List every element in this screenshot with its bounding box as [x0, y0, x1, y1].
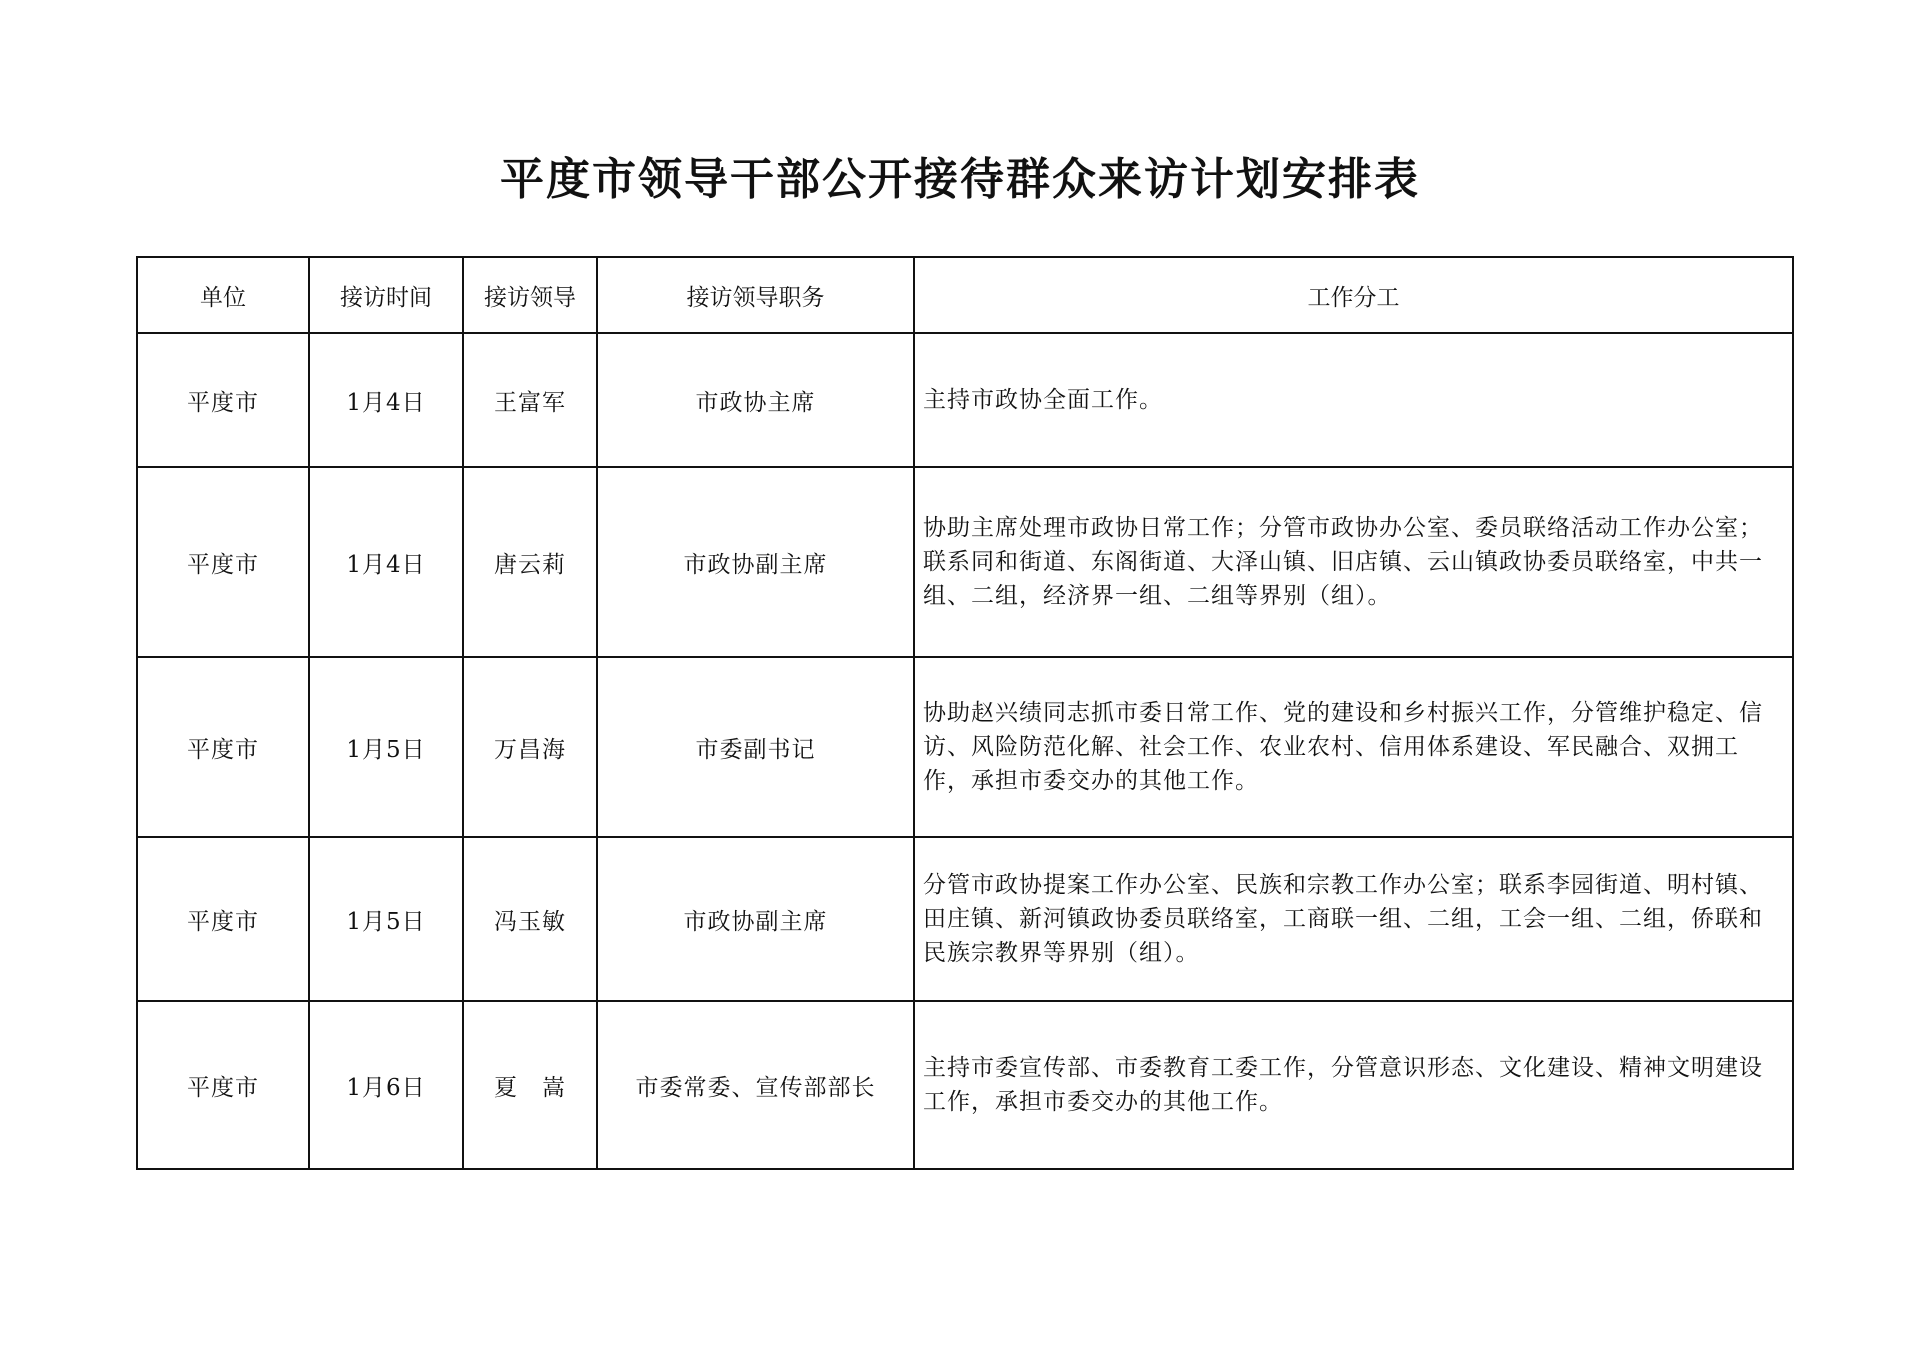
table-row [137, 837, 1793, 1001]
table-header-row [137, 257, 1793, 333]
table-row [137, 333, 1793, 467]
cell-position: 市委常委、宣传部部长 [597, 1001, 914, 1169]
cell-date: 1月5日 [309, 837, 463, 1001]
schedule-table [136, 256, 1794, 1170]
cell-leader: 唐云莉 [463, 467, 597, 657]
cell-date: 1月5日 [309, 657, 463, 837]
cell-duty: 协助赵兴绩同志抓市委日常工作、党的建设和乡村振兴工作，分管维护稳定、信访、风险防范化解、社会工作、农业农村、信用体系建设、军民融合、双拥工作，承担市委交办的其他工作。 [914, 657, 1793, 837]
cell-unit: 平度市 [137, 837, 309, 1001]
table-row [137, 657, 1793, 837]
cell-duty: 主持市委宣传部、市委教育工委工作，分管意识形态、文化建设、精神文明建设工作，承担市委交办的其他工作。 [914, 1001, 1793, 1169]
header-unit: 单位 [137, 257, 309, 333]
cell-duty: 主持市政协全面工作。 [914, 333, 1793, 467]
table-row [137, 1001, 1793, 1169]
cell-duty: 协助主席处理市政协日常工作；分管市政协办公室、委员联络活动工作办公室；联系同和街道、东阁街道、大泽山镇、旧店镇、云山镇政协委员联络室，中共一组、二组，经济界一组、二组等界别（组）。 [914, 467, 1793, 657]
cell-leader: 王富军 [463, 333, 597, 467]
header-date: 接访时间 [309, 257, 463, 333]
table-row [137, 467, 1793, 657]
cell-leader: 万昌海 [463, 657, 597, 837]
cell-unit: 平度市 [137, 1001, 309, 1169]
cell-date: 1月4日 [309, 467, 463, 657]
cell-position: 市委副书记 [597, 657, 914, 837]
cell-duty: 分管市政协提案工作办公室、民族和宗教工作办公室；联系李园街道、明村镇、田庄镇、新河镇政协委员联络室，工商联一组、二组，工会一组、二组，侨联和民族宗教界等界别（组）。 [914, 837, 1793, 1001]
cell-leader: 夏 嵩 [463, 1001, 597, 1169]
cell-date: 1月6日 [309, 1001, 463, 1169]
cell-position: 市政协主席 [597, 333, 914, 467]
cell-position: 市政协副主席 [597, 467, 914, 657]
cell-date: 1月4日 [309, 333, 463, 467]
cell-unit: 平度市 [137, 333, 309, 467]
cell-leader: 冯玉敏 [463, 837, 597, 1001]
page-title: 平度市领导干部公开接待群众来访计划安排表 [500, 154, 1420, 205]
cell-position: 市政协副主席 [597, 837, 914, 1001]
header-duty: 工作分工 [914, 257, 1793, 333]
cell-unit: 平度市 [137, 657, 309, 837]
header-leader: 接访领导 [463, 257, 597, 333]
header-position: 接访领导职务 [597, 257, 914, 333]
cell-unit: 平度市 [137, 467, 309, 657]
